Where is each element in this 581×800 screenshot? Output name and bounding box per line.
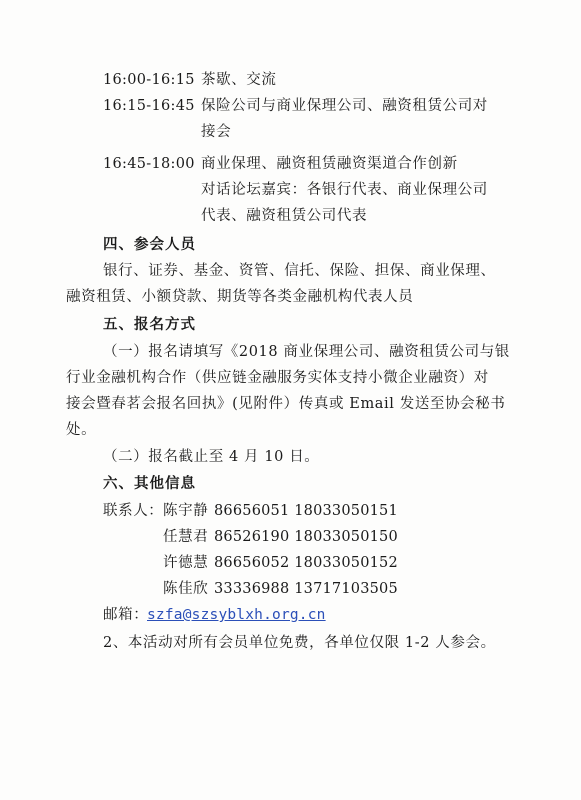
section-5-para1-line-4: 处。	[66, 422, 97, 438]
section-4-heading: 四、参会人员	[103, 237, 196, 253]
contact-label: 联系人：	[103, 503, 164, 519]
contact-name-1: 陈宇静	[163, 503, 209, 519]
note-line: 2、本活动对所有会员单位免费，各单位仅限 1-2 人参会。	[103, 635, 496, 651]
contact-name-4: 陈佳欣	[163, 581, 209, 597]
section-5-para1-line-1: （一）报名请填写《2018 商业保理公司、融资租赁公司与银	[103, 344, 510, 360]
schedule-item-2-line-1: 保险公司与商业保理公司、融资租赁公司对	[201, 98, 488, 114]
schedule-time-3: 16:45-18:00	[103, 156, 195, 172]
section-5-para1-line-3: 接会暨春茗会报名回执》(见附件）传真或 Email 发送至协会秘书	[66, 396, 506, 412]
contact-phone-4: 33336988 13717103505	[214, 581, 398, 597]
section-5-para2: （二）报名截止至 4 月 10 日。	[103, 449, 320, 465]
section-5-heading: 五、报名方式	[103, 317, 196, 333]
contact-name-2: 任慧君	[163, 529, 209, 545]
contact-phone-1: 86656051 18033050151	[214, 503, 398, 519]
section-6-heading: 六、其他信息	[103, 476, 196, 492]
schedule-item-2-line-2: 接会	[201, 124, 232, 140]
section-5-para1-line-2: 行业金融机构合作（供应链金融服务实体支持小微企业融资）对	[66, 370, 489, 386]
schedule-item-3-line-2: 对话论坛嘉宾：各银行代表、商业保理公司	[201, 182, 488, 198]
schedule-time-2: 16:15-16:45	[103, 98, 195, 114]
schedule-item-3-line-3: 代表、融资租赁公司代表	[201, 208, 368, 224]
contact-name-3: 许德慧	[163, 555, 209, 571]
email-label: 邮箱：	[103, 607, 149, 623]
email-link[interactable]: szfa@szsyblxh.org.cn	[147, 607, 326, 623]
contact-phone-2: 86526190 18033050150	[214, 529, 398, 545]
section-4-line-2: 融资租赁、小额贷款、期货等各类金融机构代表人员	[66, 289, 414, 305]
schedule-item-1-line-1: 茶歇、交流	[201, 72, 277, 88]
contact-phone-3: 86656052 18033050152	[214, 555, 398, 571]
schedule-time-1: 16:00-16:15	[103, 72, 195, 88]
section-4-line-1: 银行、证券、基金、资管、信托、保险、担保、商业保理、	[103, 263, 496, 279]
schedule-item-3-line-1: 商业保理、融资租赁融资渠道合作创新	[201, 156, 458, 172]
